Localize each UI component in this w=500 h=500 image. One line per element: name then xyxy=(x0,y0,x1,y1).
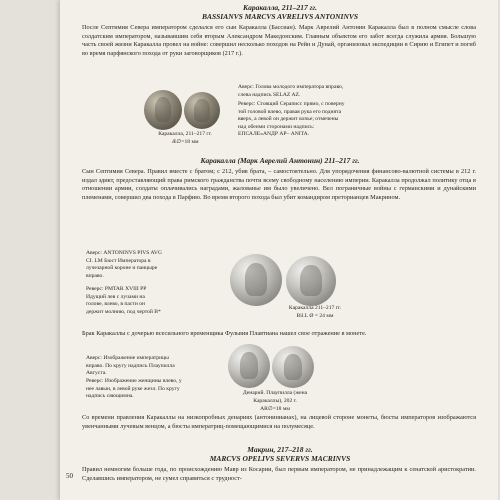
coin2-size: Bil.L Ø = 24 мм xyxy=(296,313,334,319)
coin1-obverse-text: Аверс: Голова молодого императора вправо, слева надпись SELAZ AZ. xyxy=(238,84,344,98)
paragraph-3: Брак Каракаллы с дочерью всесильного временщика Фульвия Плавтиана нашел свое отражение в монете. xyxy=(82,330,367,337)
section3-title: Макрин, 217–218 гг. xyxy=(247,445,313,454)
coin1-obverse-image xyxy=(144,90,182,130)
coin1-reverse-text: Реверс: Стоящий Сераписс прямо, с поверну той головой влево, правая рука его поднята вверх, а левой он держит копье; отмечены над обеими сторонами надпись: ЕПСАЛЕ«АNДР АР– ANITA. xyxy=(238,101,345,138)
coin2-obverse-image xyxy=(230,254,282,306)
coin2-reverse-image xyxy=(286,256,336,306)
intro-paragraph: После Септимия Севера императором сделался его сын Каракалла (Бассиан). Марк Аврелий Антонин Каракалла был в полном смысле слова солдатским императором, называвшим себя вторым Александром Македонским. Главным объектом его забот всегда служила армия. Большую часть своей жизни Каракалла провел на войне: совершил несколько походов на Рейн и Дунай, организовал экспедиции в Сирию и Египет и погиб во время парфянского похода от руки заговорщиков (217 г.). xyxy=(82,24,476,58)
coin3-obverse-text: Аверс: Изображение императрицы вправо. По кругу надпись Плаупилла Августа. xyxy=(86,355,175,377)
paragraph-5: Правил немногим больше года, по происхождению Мавр из Косарии, был первым императором, не принадлежащим к сенатской аристократии. Сделавшись императором, не сумел справиться с трудност- xyxy=(82,466,476,482)
section2-title: Каракалла (Марк Аврелий Антонин) 211–217 гг. xyxy=(200,156,360,165)
paragraph-4: Со времени правления Каракаллы на низкопробных денариях (антонинианах), на лицевой стороне монеты, бюсты императоров изображаются увенчанными лучевым венцом, а бюсты императриц-помещающимися на полумесяце. xyxy=(82,414,476,430)
coin2-obverse-text: Аверс: ANTONINVS PIVS AVG CI. LM Бюст Императора в лучезарной короне и панцыре вправо. xyxy=(86,250,162,279)
section3-latin-title: MARCVS OPELIVS SEVERVS MACRINVS xyxy=(209,454,351,463)
coin1-size: Æ∅=18 мм xyxy=(171,139,199,145)
coin1-reverse-image xyxy=(184,92,220,129)
page-number: 50 xyxy=(66,472,73,480)
coin3-reverse-image xyxy=(272,346,314,388)
section-title: Каракалла, 211–217 гг. xyxy=(243,3,317,12)
coin1-caption: Каракалла, 211–217 гг. xyxy=(158,131,212,137)
paragraph-2: Сын Септимия Севера. Правил вместе с братом; с 212, убив брата, – самостоятельно. Для упорядочения финансово-валютной системы в 212 г. издал эдикт, предоставляющий права римского гражданства почти всему свободному населению империи. Каракалла продолжал политику отца в отношении армии, солдаты оплачивались наградами, жалованье им было увеличено. Вел пограничные войны с германскими и дунайскими племенами, совершил два похода в Парфию. Во время второго похода был убит командиром преторианцев Макрином. xyxy=(82,168,476,202)
coin3-reverse-text: Реверс: Изображение женщины влево, у нее лавын, в левой руке жезл. По кругу надпись сяющимна. xyxy=(86,378,182,400)
section-latin-title: BASSIANVS MARCVS AVRELIVS ANTONINVS xyxy=(201,12,359,21)
coin2-reverse-text: Реверс: PMTAR XVIII PP Идущий лев с лучами на голове, влево, в пасти он держит молнию, под чертой В* xyxy=(86,286,161,315)
book-page xyxy=(60,0,498,500)
coin3-caption: Денарий. Плаупилла (жена Каракаллы), 202 г. xyxy=(242,390,308,404)
coin2-caption: Каракалла 211–217 гг. xyxy=(288,305,342,311)
coin3-size: AR∅=18 мм xyxy=(260,406,290,412)
coin3-obverse-image xyxy=(228,344,270,388)
